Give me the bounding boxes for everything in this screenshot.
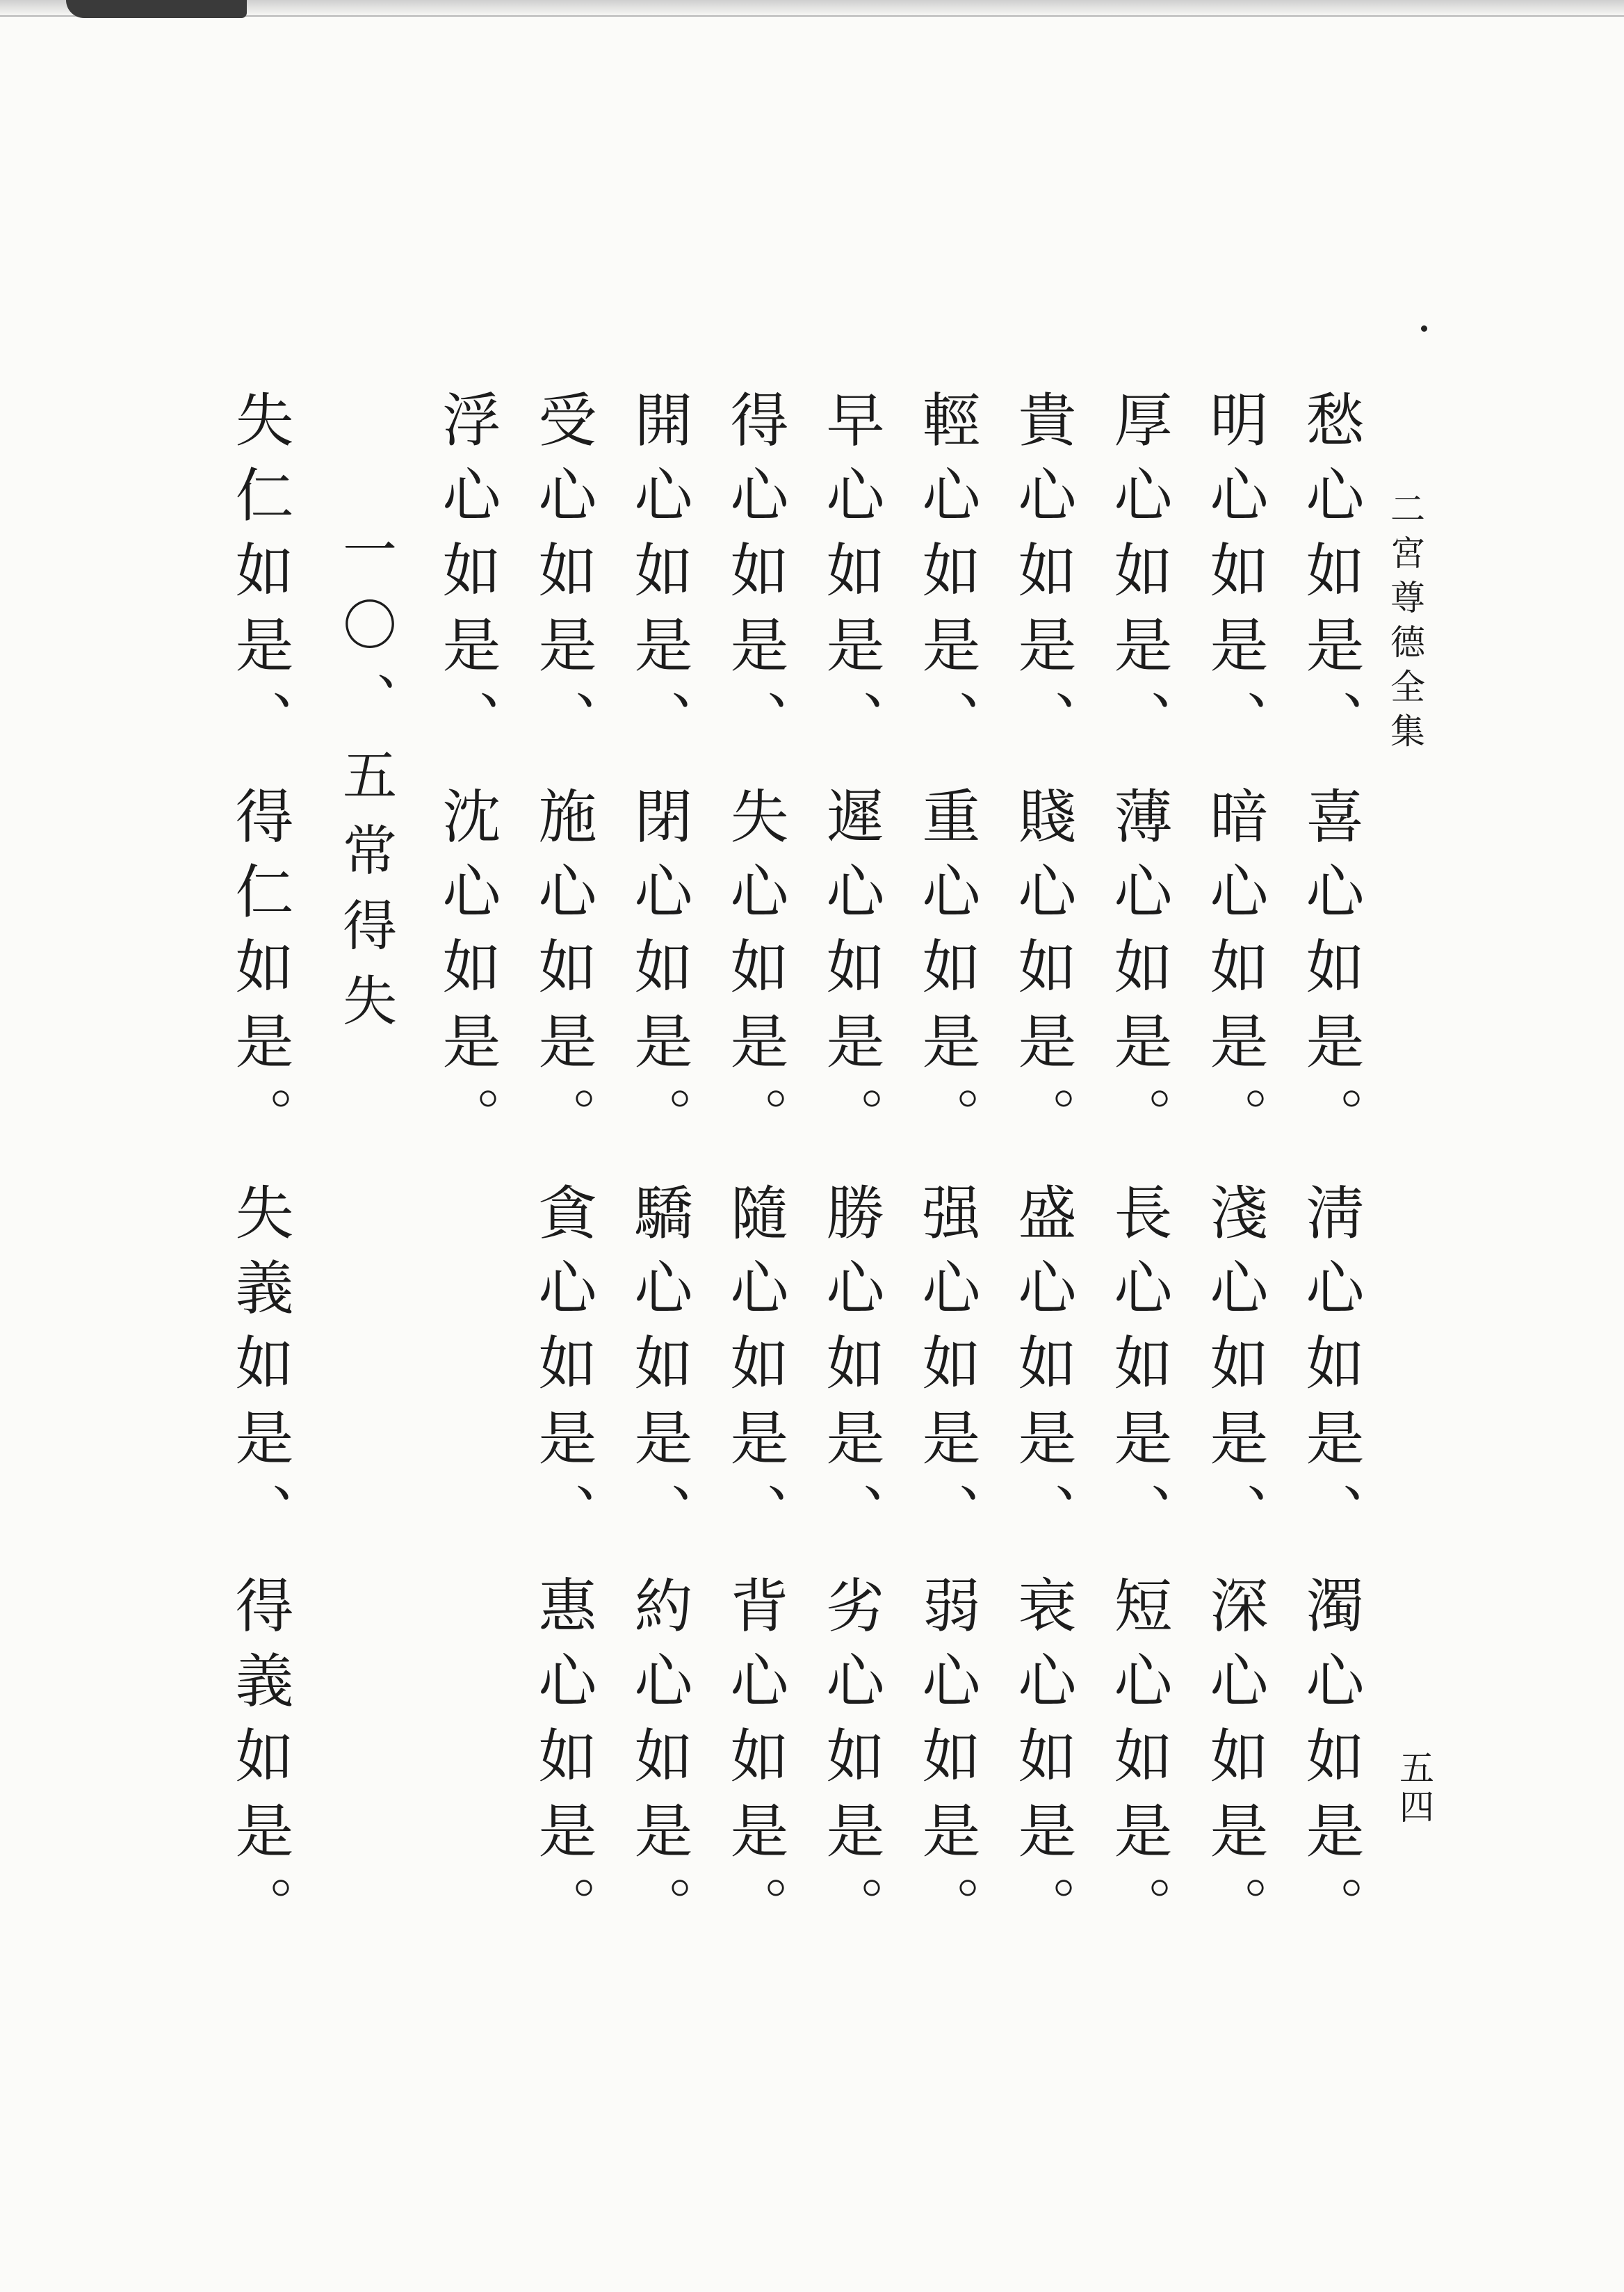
verse-column: 惠心如是。 <box>529 1575 597 1951</box>
verse-column: 約心如是。 <box>625 1575 693 1951</box>
verse-column: 失心如是。 <box>721 786 789 1161</box>
verse-column: 暗心如是。 <box>1201 786 1269 1161</box>
verse-column: 重心如是。 <box>913 786 981 1161</box>
verse-column: 貪心如是、 <box>529 1182 597 1558</box>
verse-column: 得心如是、 <box>721 389 789 765</box>
verse-column: 薄心如是。 <box>1105 786 1173 1161</box>
verse-column: 輕心如是、 <box>913 389 981 765</box>
book-title: 二宮尊德全集 <box>1390 489 1425 752</box>
verse-column: 受心如是、 <box>529 389 597 765</box>
virtue-line: 失仁如是、 <box>226 389 294 765</box>
verse-column: 浮心如是、 <box>433 389 501 765</box>
verse-column: 沈心如是。 <box>433 786 501 1161</box>
verse-column: 劣心如是。 <box>817 1575 885 1951</box>
section-heading: 一〇、五常得失 <box>334 522 396 1047</box>
verse-column: 早心如是、 <box>817 389 885 765</box>
verse-column: 遲心如是。 <box>817 786 885 1161</box>
verse-column: 短心如是。 <box>1105 1575 1173 1951</box>
verse-column: 衰心如是。 <box>1009 1575 1077 1951</box>
verse-column: 明心如是、 <box>1201 389 1269 765</box>
verse-column: 强心如是、 <box>913 1182 981 1558</box>
page-number: 五四 <box>1399 1748 1434 1827</box>
verse-column: 賤心如是。 <box>1009 786 1077 1161</box>
verse-column: 淸心如是、 <box>1297 1182 1365 1558</box>
verse-column: 施心如是。 <box>529 786 597 1161</box>
verse-column: 驕心如是、 <box>625 1182 693 1558</box>
verse-column: 愁心如是、 <box>1297 389 1365 765</box>
verse-column: 喜心如是。 <box>1297 786 1365 1161</box>
verse-column: 盛心如是、 <box>1009 1182 1077 1558</box>
verse-column: 淺心如是、 <box>1201 1182 1269 1558</box>
verse-column: 閉心如是。 <box>625 786 693 1161</box>
verse-column: 背心如是。 <box>721 1575 789 1951</box>
verse-column: 勝心如是、 <box>817 1182 885 1558</box>
virtue-line: 得義如是。 <box>226 1575 294 1951</box>
verse-column: 隨心如是、 <box>721 1182 789 1558</box>
verse-column: 弱心如是。 <box>913 1575 981 1951</box>
page-mark <box>1421 325 1427 332</box>
verse-column: 深心如是。 <box>1201 1575 1269 1951</box>
scan-binding-shadow <box>66 0 247 18</box>
verse-column: 濁心如是。 <box>1297 1575 1365 1951</box>
virtue-line: 得仁如是。 <box>226 786 294 1161</box>
verse-column: 開心如是、 <box>625 389 693 765</box>
virtue-line: 失義如是、 <box>226 1182 294 1558</box>
verse-column: 貴心如是、 <box>1009 389 1077 765</box>
verse-column: 厚心如是、 <box>1105 389 1173 765</box>
verse-column: 長心如是、 <box>1105 1182 1173 1558</box>
